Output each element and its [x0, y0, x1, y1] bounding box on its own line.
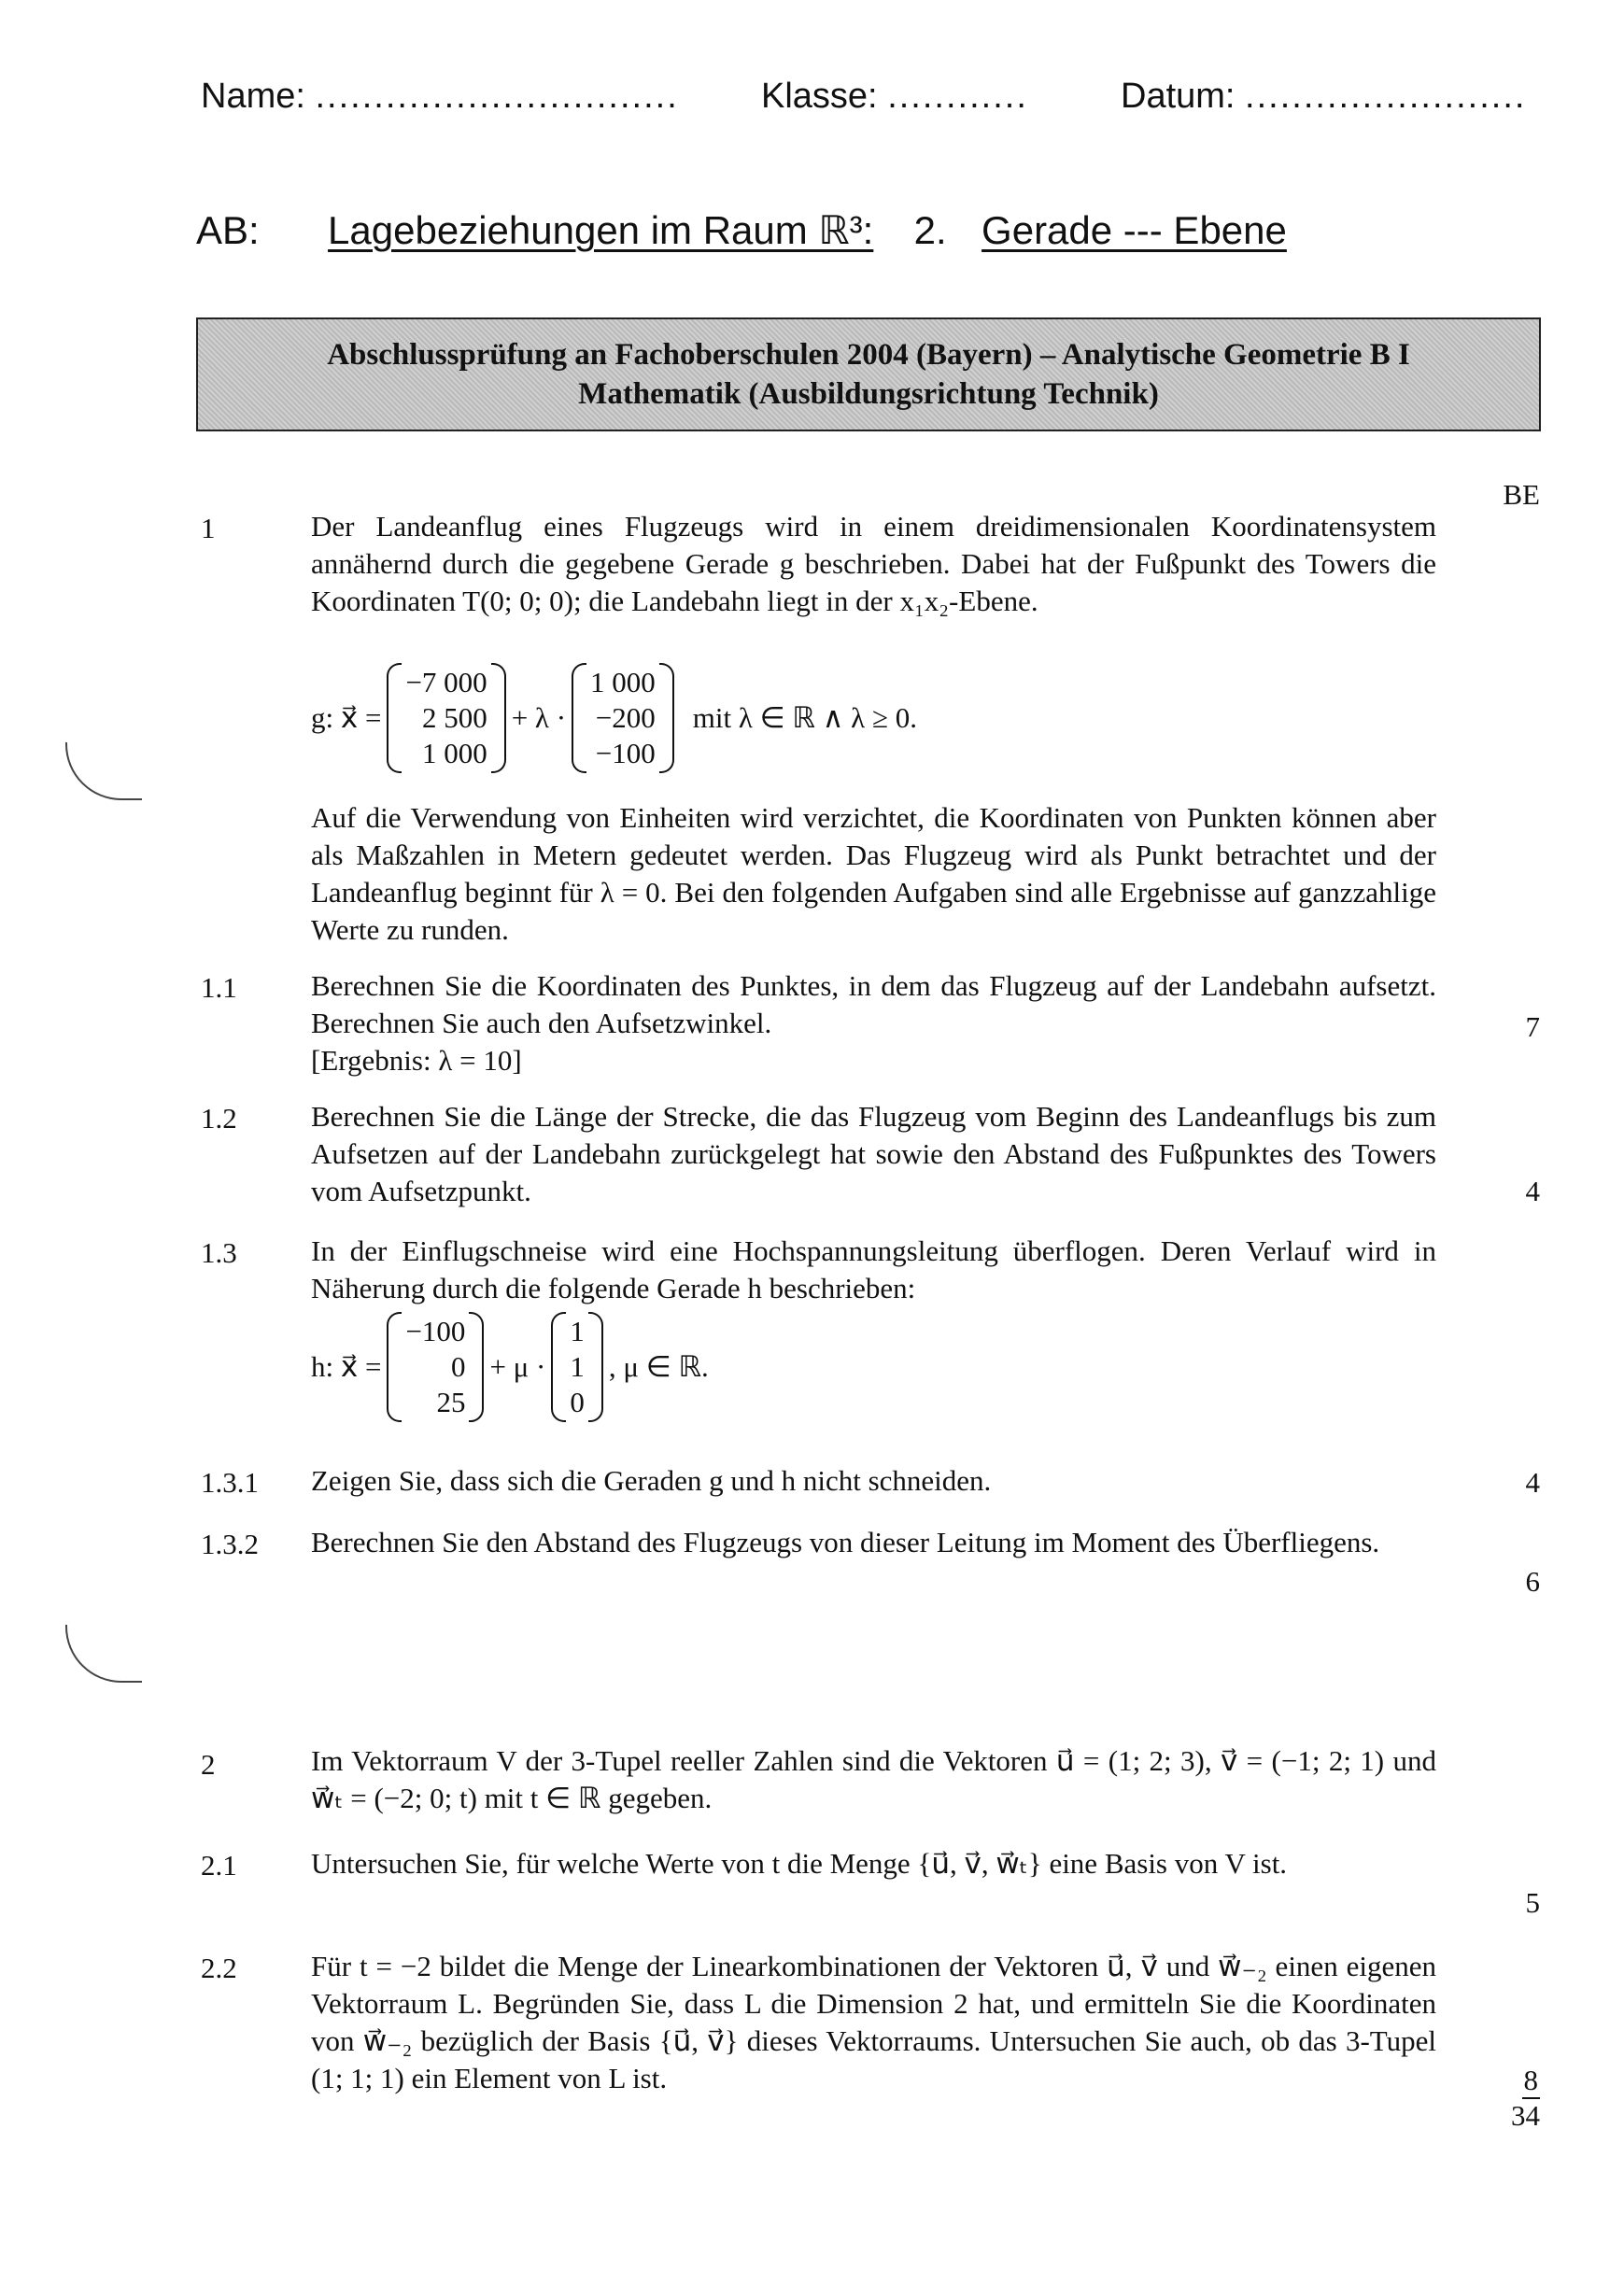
task-1-1-number: 1.1: [201, 971, 237, 1004]
date-label: Datum:: [1121, 77, 1236, 116]
line-h-equation: [311, 1312, 709, 1422]
points-total-block: [1511, 2064, 1540, 2133]
line-g-equation: [311, 663, 917, 773]
vector-entry: 1 000: [590, 666, 656, 698]
name-label: Name:: [201, 77, 305, 116]
task-2-number: 2: [201, 1748, 216, 1781]
line-h-label: h: x⃗ =: [311, 1350, 382, 1383]
be-header: BE: [1503, 478, 1540, 511]
vector-entry: 0: [450, 1350, 466, 1383]
task-2-2-points: 8: [1522, 2064, 1541, 2099]
line-h-support-vector: [387, 1312, 484, 1422]
task-1-3-2-number: 1.3.2: [201, 1528, 259, 1560]
line-g-condition: mit λ ∈ ℝ ∧ λ ≥ 0.: [692, 701, 917, 734]
name-field: [201, 77, 679, 117]
vector-entry: 25: [436, 1386, 466, 1418]
task-2-1-text: Untersuchen Sie, für welche Werte von t die Menge {u⃗, v⃗, w⃗ₜ} eine Basis von V ist.: [311, 1847, 1288, 1880]
task-2-2-text: Für t = −2 bildet die Menge der Linearkombinationen der Vektoren u⃗, v⃗ und w⃗₋₂ einen eigenen Vektorraum L. Begründen Sie, dass L die Dimension 2 hat, und ermitteln Sie die Koordinaten von w⃗₋₂ bezüglich der Basis {u⃗, v⃗} dieses Vektorraums. Untersuchen Sie auch, ob das 3-Tupel (1; 1; 1) ein Element von L ist.: [311, 1950, 1436, 2094]
task-1-text-2: Auf die Verwendung von Einheiten wird verzichtet, die Koordinaten von Punkten können aber als Maßzahlen in Metern gedeutet werden. Das Flugzeug wird als Punkt betrachtet und der Landeanflug beginnt für λ = 0. Bei den folgenden Aufgaben sind alle Ergebnisse auf ganzzahlige Werte zu runden.: [311, 801, 1436, 946]
banner-line-1: Abschlussprüfung an Fachoberschulen 2004 (Bayern) – Analytische Geometrie B I: [327, 338, 1410, 372]
task-2-1-points: 5: [1525, 1886, 1540, 1919]
task-1-1-result: [Ergebnis: λ = 10]: [311, 1044, 522, 1077]
exam-banner: [196, 317, 1541, 431]
line-h-operator: + μ ·: [489, 1350, 546, 1383]
class-dots: ............: [887, 77, 1028, 116]
line-g-support-vector: [387, 663, 505, 773]
task-1-number: 1: [201, 512, 216, 544]
line-h-condition: , μ ∈ ℝ.: [608, 1350, 709, 1383]
page-title: [196, 207, 1287, 253]
title-number: 2.: [913, 208, 947, 252]
vector-entry: −200: [595, 701, 656, 734]
task-1-2-number: 1.2: [201, 1102, 237, 1135]
line-g-direction-vector: [572, 663, 674, 773]
task-1-3-1-points: 4: [1525, 1466, 1540, 1499]
task-1-2-points: 4: [1525, 1175, 1540, 1207]
title-subtopic: Gerade --- Ebene: [981, 208, 1287, 252]
vector-entry: 1: [570, 1315, 585, 1347]
task-2-2-number: 2.2: [201, 1952, 237, 1984]
task-1-3-2-points: 6: [1525, 1565, 1540, 1598]
vector-entry: 2 500: [421, 701, 487, 734]
task-1-3-1-text: Zeigen Sie, dass sich die Geraden g und h nicht schneiden.: [311, 1464, 992, 1497]
vector-entry: −100: [595, 737, 656, 769]
line-g-label: g: x⃗ =: [311, 701, 382, 734]
date-dots: ........................: [1245, 77, 1527, 116]
task-1-1-points: 7: [1525, 1010, 1540, 1043]
task-1-1-text: [311, 967, 1436, 1079]
vector-entry: 1: [570, 1350, 585, 1383]
total-points: 34: [1511, 2099, 1540, 2132]
name-dots: ...............................: [315, 77, 679, 116]
punch-hole-mark: [65, 742, 142, 800]
class-field: [761, 77, 1028, 117]
task-1-3-text: In der Einflugschneise wird eine Hochspannungsleitung überflogen. Deren Verlauf wird in Näherung durch die folgende Gerade h beschrieben:: [311, 1234, 1436, 1304]
task-1-3-number: 1.3: [201, 1236, 237, 1269]
vector-entry: 0: [570, 1386, 585, 1418]
vector-entry: −100: [405, 1315, 466, 1347]
vector-entry: −7 000: [405, 666, 487, 698]
task-2-text: Im Vektorraum V der 3-Tupel reeller Zahlen sind die Vektoren u⃗ = (1; 2; 3), v⃗ = (−1; 2; 1) und w⃗ₜ = (−2; 0; t) mit t ∈ ℝ gegeben.: [311, 1744, 1436, 1814]
date-field: [1121, 77, 1526, 117]
task-1-1-body: Berechnen Sie die Koordinaten des Punktes, in dem das Flugzeug auf der Landebahn aufsetzt. Berechnen Sie auch den Aufsetzwinkel.: [311, 969, 1436, 1039]
task-1-3-1-number: 1.3.1: [201, 1466, 259, 1499]
line-g-operator: + λ ·: [511, 701, 567, 734]
task-2-1-number: 2.1: [201, 1849, 237, 1882]
title-prefix: AB:: [196, 208, 260, 252]
vector-entry: 1 000: [421, 737, 487, 769]
task-1-2-text: Berechnen Sie die Länge der Strecke, die das Flugzeug vom Beginn des Landeanflugs bis zum Aufsetzen auf der Landebahn zurückgelegt hat sowie den Abstand des Fußpunktes des Towers vom Aufsetzpunkt.: [311, 1100, 1436, 1207]
class-label: Klasse:: [761, 77, 878, 116]
line-h-direction-vector: [551, 1312, 603, 1422]
punch-hole-mark: [65, 1625, 142, 1683]
task-1-3-2-text: Berechnen Sie den Abstand des Flugzeugs von dieser Leitung im Moment des Überfliegens.: [311, 1526, 1380, 1558]
title-topic: Lagebeziehungen im Raum ℝ³:: [328, 208, 874, 252]
task-1-text: Der Landeanflug eines Flugzeugs wird in einem dreidimensionalen Koordinatensystem annähernd durch die gegebene Gerade g beschrieben. Dabei hat der Fußpunkt des Towers die Koordinaten T(0; 0; 0); die Landebahn liegt in der x₁x₂-Ebene.: [311, 510, 1436, 617]
banner-line-2: Mathematik (Ausbildungsrichtung Technik): [578, 377, 1159, 411]
